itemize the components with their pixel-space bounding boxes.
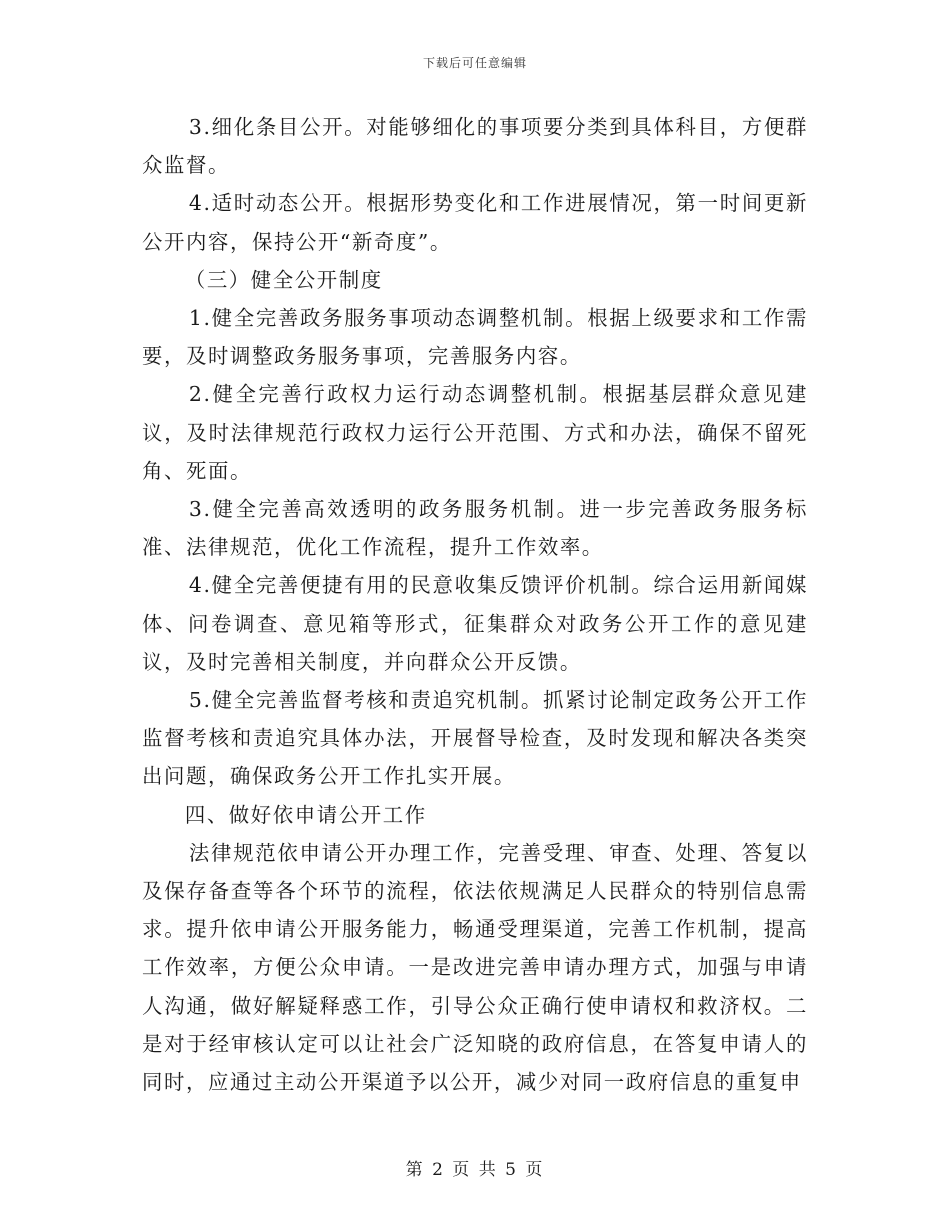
paragraph-dynamic-disclosure: 4.适时动态公开。根据形势变化和工作进展情况，第一时间更新公开内容，保持公开“新奇度”。	[142, 191, 808, 254]
section-heading-system: （三）健全公开制度	[184, 267, 383, 292]
paragraph-admin-power: 2.健全完善行政权力运行动态调整机制。根据基层群众意见建议，及时法律规范行政权力运行公开范围、方式和办法，确保不留死角、死面。	[142, 382, 808, 483]
section-heading-application: 四、做好依申请公开工作	[184, 802, 427, 827]
header-note: 下载后可任意编辑	[422, 56, 527, 70]
paragraph-transparent-service: 3.健全完善高效透明的政务服务机制。进一步完善政务服务标准、法律规范，优化工作流程，提升工作效率。	[142, 497, 808, 560]
paragraph-service-items: 1.健全完善政务服务事项动态调整机制。根据上级要求和工作需要，及时调整政务服务事项，完善服务内容。	[142, 306, 808, 369]
paragraph-refine-items: 3.细化条目公开。对能够细化的事项要分类到具体科目，方便群众监督。	[142, 115, 808, 178]
paragraph-supervision: 5.健全完善监督考核和责追究机制。抓紧讨论制定政务公开工作监督考核和责追究具体办法，开展督导检查，及时发现和解决各类突出问题，确保政务公开工作扎实开展。	[142, 688, 808, 789]
paragraph-application-work: 法律规范依申请公开办理工作，完善受理、审查、处理、答复以及保存备查等各个环节的流程，依法依规满足人民群众的特别信息需求。提升依申请公开服务能力，畅通受理渠道，完善工作机制，提高工作效率，方便公众申请。一是改进完善申请办理方式，加强与申请人沟通，做好解疑释惑工作，引导公众正确行使申请权和救济权。二是对于经审核认定可以让社会广泛知晓的政府信息，在答复申请人的同时，应通过主动公开渠道予以公开，减少对同一政府信息的重复申	[142, 840, 808, 1095]
document-body	[142, 108, 808, 1101]
page-number: 第 2 页 共 5 页	[405, 1160, 545, 1180]
paragraph-feedback-mechanism: 4.健全完善便捷有用的民意收集反馈评价机制。综合运用新闻媒体、问卷调查、意见箱等形式，征集群众对政务公开工作的意见建议，及时完善相关制度，并向群众公开反馈。	[142, 573, 808, 674]
